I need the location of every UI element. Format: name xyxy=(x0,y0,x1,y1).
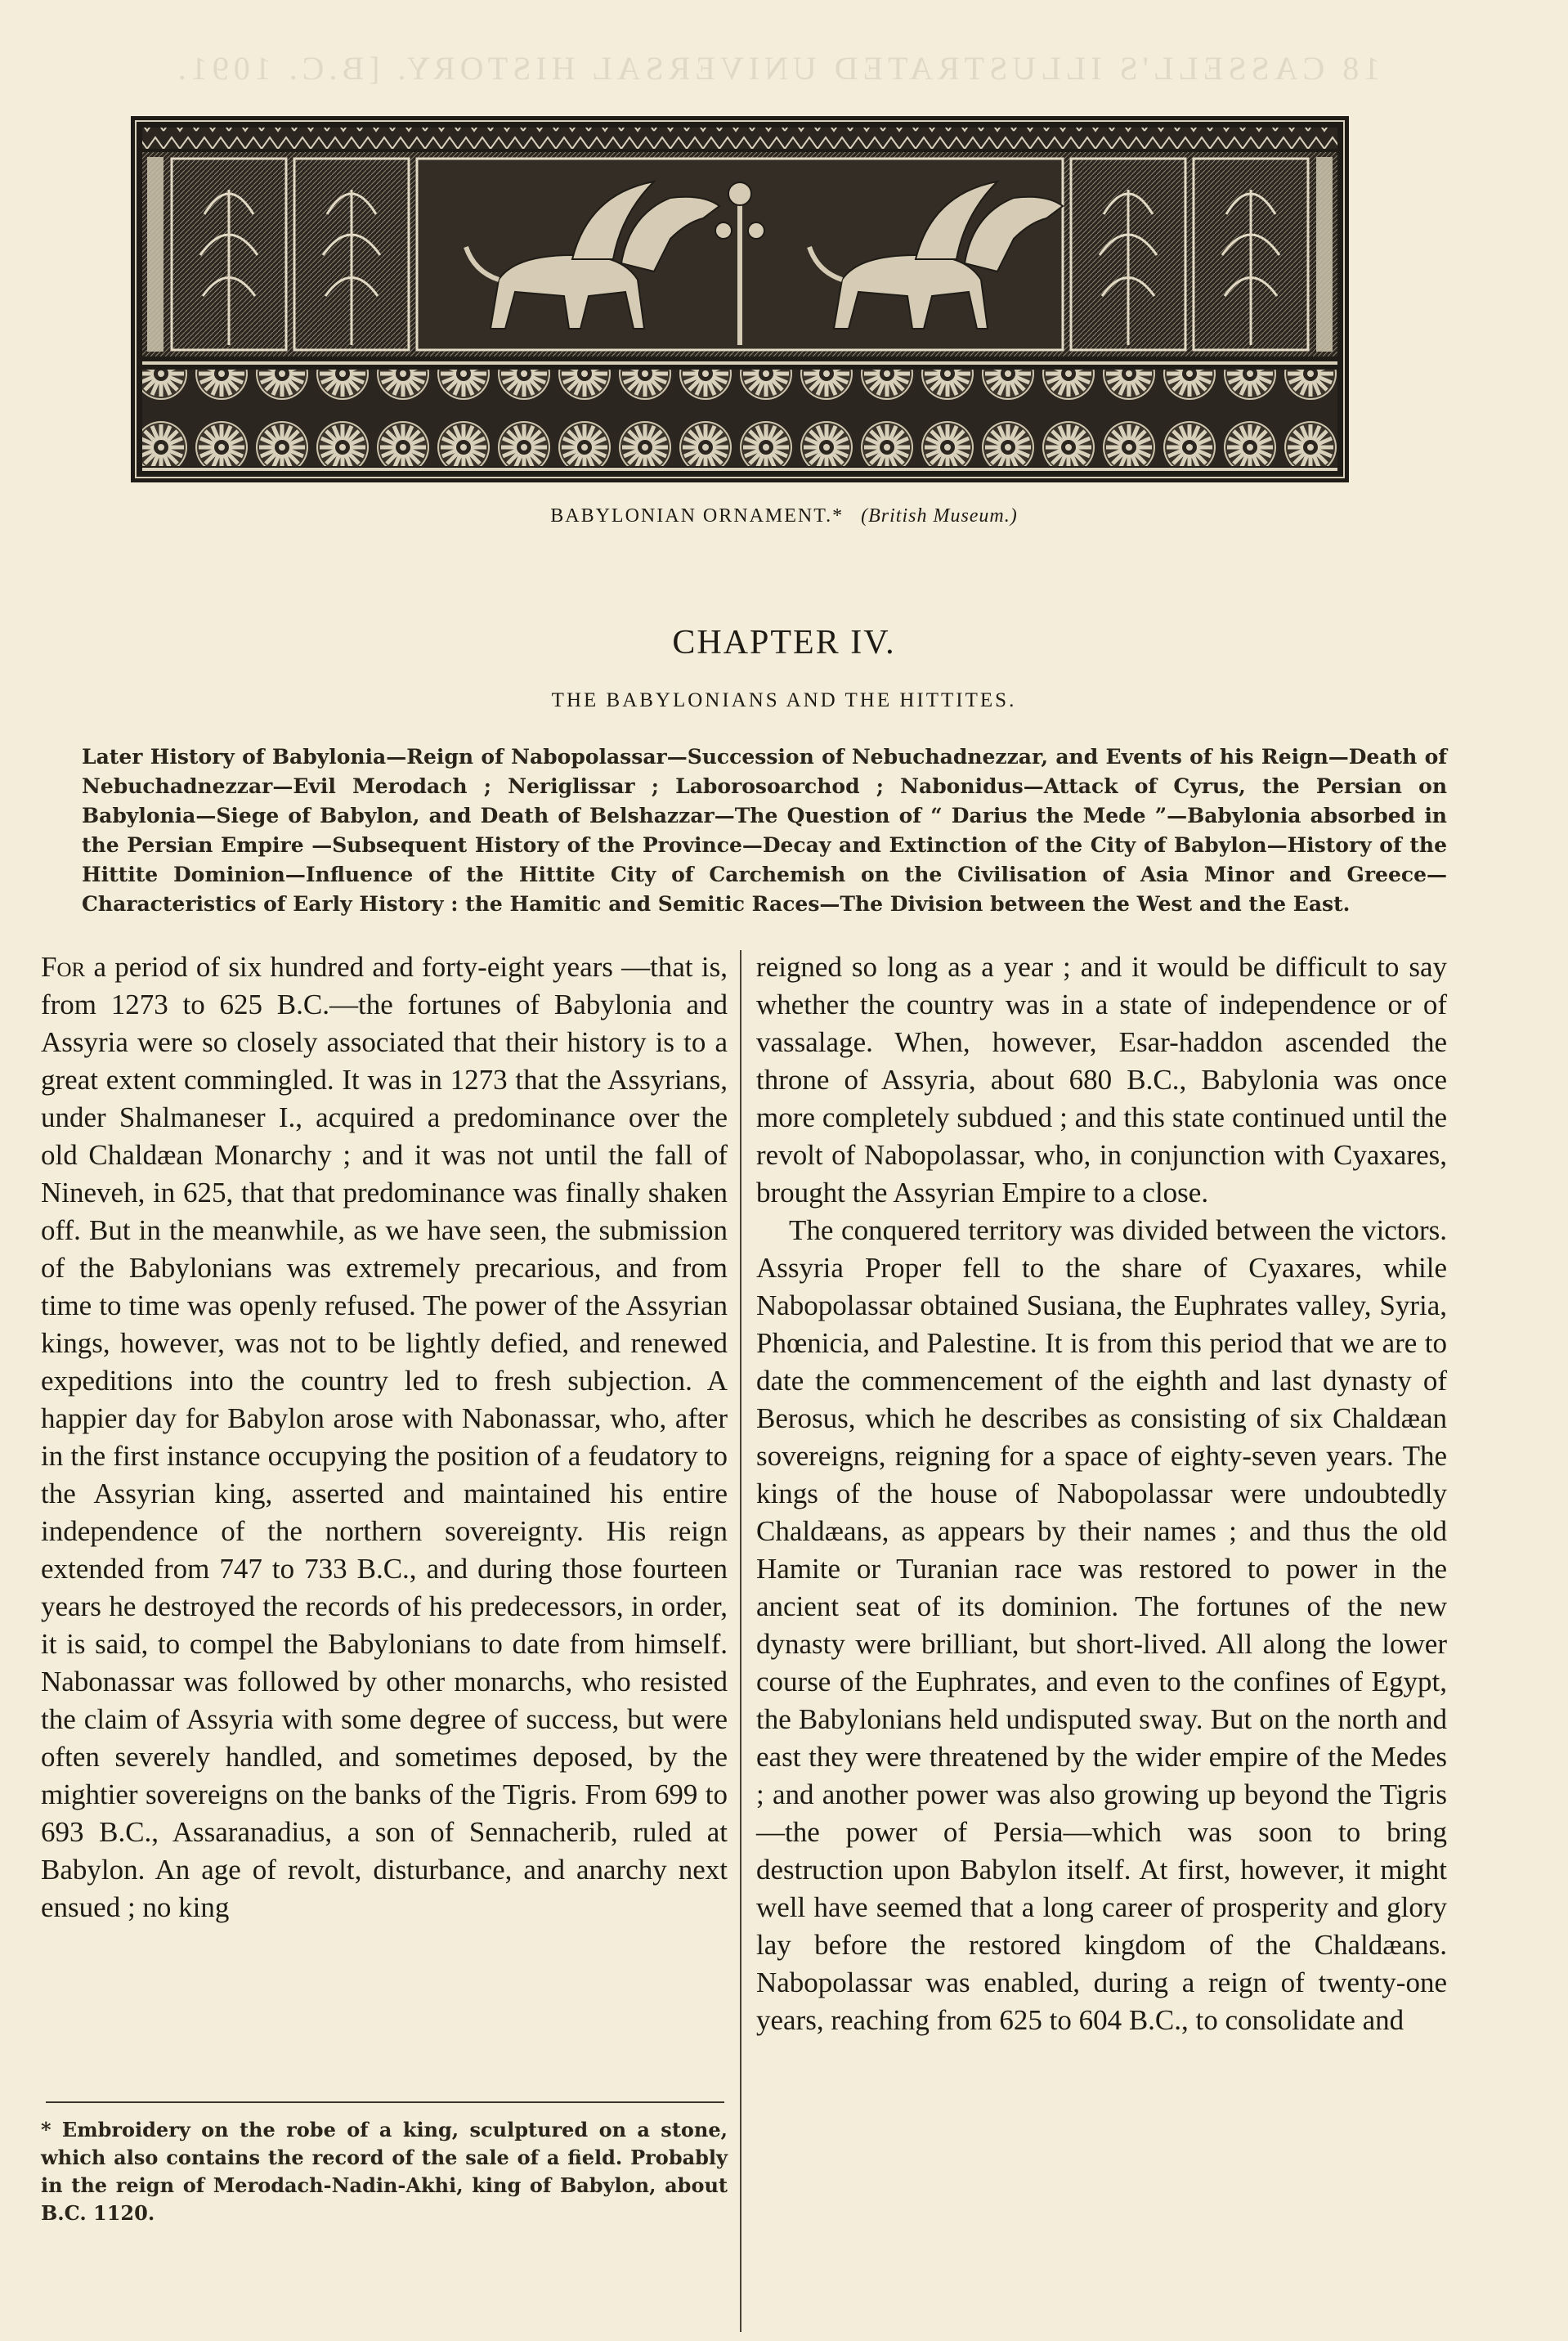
left-paragraph xyxy=(41,949,728,1926)
left-column xyxy=(41,949,728,1926)
right-paragraph-2: The conquered territory was divided between the victors. Assyria Proper fell to the share of Cyaxares, while Nabopolassar obtained Susiana, the Euphrates valley, Syria, Phœnicia, and Palestine. It is from this period that we are to date the commencement of the eighth and last dynasty of Berosus, which he describes as consisting of six Chaldæan sovereigns, reigning for a space of eighty-seven years. The kings of the house of Nabopolassar were undoubtedly Chaldæans, as appears by their names ; and thus the old Hamite or Turanian race was restored to power in the ancient seat of its dominion. The fortunes of the new dynasty were brilliant, but short-lived. All along the lower course of the Euphrates, and even to the confines of Egypt, the Babylonians held undisputed sway. But on the north and east they were threatened by the wider empire of the Medes ; and another power was also growing up beyond the Tigris—the power of Persia—which was soon to bring destruction upon Babylon itself. At first, however, it might well have seemed that a long career of prosperity and glory lay before the restored kingdom of the Chaldæans. Nabopolassar was enabled, during a reign of twenty-one years, reaching from 625 to 604 B.C., to consolidate and xyxy=(756,1214,1447,2036)
left-paragraph-text: a period of six hundred and forty-eight years —that is, from 1273 to 625 B.C.—the fortunes of Babylonia and Assyria were so closely associated that their history is to a great extent commingled. It was in 1273 that the Assyrians, under Shalmaneser I., acquired a predominance over the old Chaldæan Monarchy ; and it was not until the fall of Nineveh, in 625, that that predominance was finally shaken off. But in the meanwhile, as we have seen, the submission of the Babylonians was extremely precarious, and from time to time was openly refused. The power of the Assyrian kings, however, was not to be lightly defied, and renewed expeditions into the country led to fresh subjection. A happier day for Babylon arose with Nabonassar, who, after in the first instance occupying the position of a feudatory to the Assyrian king, asserted and maintained his entire independence of the northern sovereignty. His reign extended from 747 to 733 B.C., and during those fourteen years he destroyed the records of his predecessors, in order, it is said, to compel the Babylonians to date from himself. Nabonassar was followed by other monarchs, who resisted the claim of Assyria with some degree of success, but were often severely handled, and sometimes deposed, by the mightier sovereigns on the banks of the Tigris. From 699 to 693 B.C., Assaranadius, a son of Sennacherib, ruled at Babylon. An age of revolt, disturbance, and anarchy next ensued ; no king xyxy=(41,951,728,1923)
babylonian-ornament-illustration xyxy=(131,116,1349,482)
chapter-title: THE BABYLONIANS AND THE HITTITES. xyxy=(551,689,1017,711)
babylonian-ornament-engraving-icon xyxy=(131,116,1349,482)
column-divider xyxy=(740,950,741,2332)
caption-title: BABYLONIAN ORNAMENT.* xyxy=(550,505,844,527)
chapter-heading: CHAPTER IV. xyxy=(672,624,896,661)
bleed-through-header: 18 CASSELL'S ILLUSTRATED UNIVERSAL HISTORY. [B.C. 1091. xyxy=(172,50,1381,87)
drop-initial: For xyxy=(41,951,86,983)
chapter-summary: Later History of Babylonia—Reign of Nabopolassar—Succession of Nebuchadnezzar, and Events of his Reign—Death of Nebuchadnezzar—Evil Merodach ; Neriglissar ; Laborosoarchod ; Nabonidus—Attack of Cyrus, the Persian on Babylonia—Siege of Babylon, and Death of Belshazzar—The Question of “ Darius the Mede ”—Babylonia absorbed in the Persian Empire —Subsequent History of the Province—Decay and Extinction of the City of Babylon—History of the Hittite Dominion—Influence of the Hittite City of Carchemish on the Civilisation of Asia Minor and Greece—Characteristics of Early History : the Hamitic and Semitic Races—The Division between the West and the East. xyxy=(82,745,1447,916)
footnote: * Embroidery on the robe of a king, sculptured on a stone, which also contains the record of the sale of a field. Probably in the reign of Merodach-Nadin-Akhi, king of Babylon, about B.C. 1120. xyxy=(41,2118,728,2225)
footnote-rule xyxy=(46,2101,724,2103)
figure-caption xyxy=(0,505,1568,527)
caption-source: (British Museum.) xyxy=(861,505,1018,527)
right-column xyxy=(756,949,1447,2039)
right-paragraph-1: reigned so long as a year ; and it would be difficult to say whether the country was in a state of independence or of vassalage. When, however, Esar-haddon ascended the throne of Assyria, about 680 B.C., Babylonia was once more completely subdued ; and this state continued until the revolt of Nabopolassar, who, in conjunction with Cyaxares, brought the Assyrian Empire to a close. xyxy=(756,951,1447,1209)
